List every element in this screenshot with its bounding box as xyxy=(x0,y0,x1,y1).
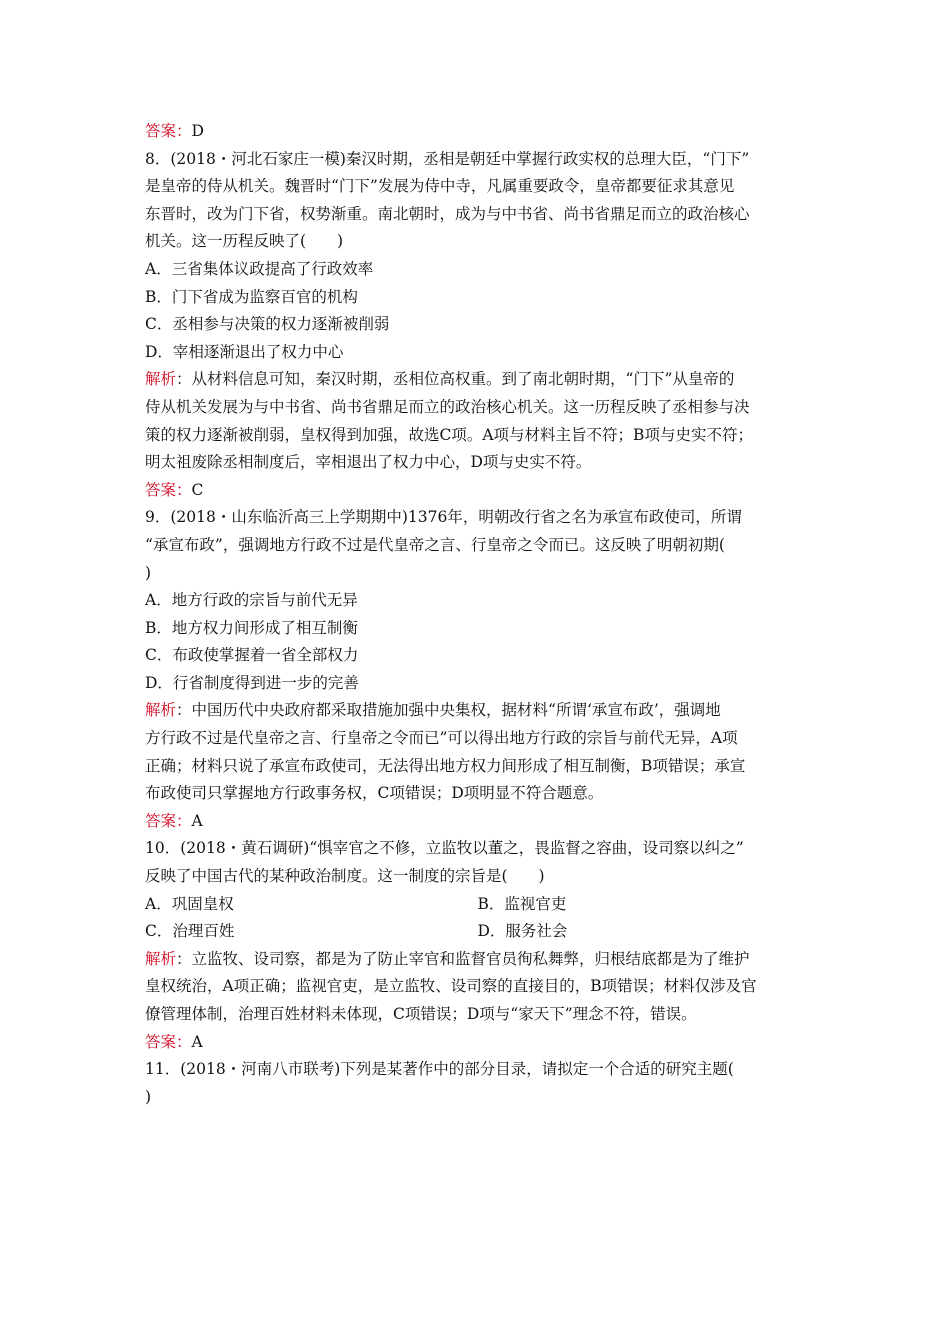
q9-option-b: B．地方权力间形成了相互制衡 xyxy=(145,618,358,637)
q10-option-c: C．治理百姓 xyxy=(145,922,235,941)
answer-value: D xyxy=(191,122,204,140)
q10-option-d: D．服务社会 xyxy=(477,922,568,941)
answer-value: C xyxy=(191,480,204,499)
q10-analysis-line: 皇权统治，A项正确；监视官吏，是立监牧、设司察的直接目的，B项错误；材料仅涉及官 xyxy=(145,977,757,996)
q10-option-a: A．巩固皇权 xyxy=(145,894,234,913)
q8-analysis-line: 侍从机关发展为与中书省、尚书省鼎足而立的政治核心机关。这一历程反映了丞相参与决 xyxy=(145,397,750,416)
answer-label: 答案： xyxy=(145,122,192,140)
q8-analysis-line: 明太祖废除丞相制度后，宰相退出了权力中心，D项与史实不符。 xyxy=(145,453,592,472)
question-11 xyxy=(145,1056,810,1111)
analysis-label: 解析 xyxy=(145,949,177,968)
analysis-text: ：从材料信息可知，秦汉时期，丞相位高权重。到了南北朝时期，“门下”从皇帝的 xyxy=(176,370,735,389)
analysis-label: 解析 xyxy=(145,701,177,720)
q9-option-c: C．布政使掌握着一省全部权力 xyxy=(145,646,359,665)
q8-stem-line: 机关。这一历程反映了( ) xyxy=(145,232,344,251)
q9-stem-line: 9．(2018・山东临沂高三上学期期中)1376年，明朝改行省之名为承宣布政使司，所谓 xyxy=(145,508,742,527)
answer-label: 答案： xyxy=(145,480,192,499)
q10-stem-line: 10．(2018・黄石调研)“惧宰官之不修，立监牧以董之，畏监督之容曲，设司察以纠之” xyxy=(145,839,744,858)
question-9 xyxy=(145,504,810,835)
q8-analysis-line: 策的权力逐渐被削弱，皇权得到加强，故选C项。A项与材料主旨不符；B项与史实不符； xyxy=(145,425,753,444)
q11-stem-line: ) xyxy=(145,1087,152,1106)
answer-label: 答案： xyxy=(145,1032,192,1051)
q11-stem-line: 11．(2018・河南八市联考)下列是某著作中的部分目录，请拟定一个合适的研究主题( xyxy=(145,1060,734,1079)
answer-value: A xyxy=(191,811,203,830)
q10-stem-line: 反映了中国古代的某种政治制度。这一制度的宗旨是( ) xyxy=(145,867,545,886)
q10-analysis-line xyxy=(145,946,810,974)
q9-option-d: D．行省制度得到进一步的完善 xyxy=(145,673,359,692)
q9-analysis-line: 方行政不过是代皇帝之言、行皇帝之令而已”可以得出地方行政的宗旨与前代无异，A项 xyxy=(145,729,738,748)
q8-option-a: A．三省集体议政提高了行政效率 xyxy=(145,259,374,278)
document-content xyxy=(145,118,810,1111)
q8-stem-line: 东晋时，改为门下省，权势渐重。南北朝时，成为与中书省、尚书省鼎足而立的政治核心 xyxy=(145,204,750,223)
q10-options-row xyxy=(145,891,810,919)
q8-option-d: D．宰相逐渐退出了权力中心 xyxy=(145,342,344,361)
q9-stem-line: ) xyxy=(145,563,152,582)
q9-answer xyxy=(145,808,810,836)
analysis-text: ：立监牧、设司察，都是为了防止宰官和监督官员徇私舞弊，归根结底都是为了维护 xyxy=(176,949,750,968)
q9-analysis-line xyxy=(145,697,810,725)
q10-answer xyxy=(145,1029,810,1057)
question-10 xyxy=(145,835,810,1056)
q9-analysis-line: 正确；材料只说了承宣布政使司，无法得出地方权力间形成了相互制衡，B项错误；承宣 xyxy=(145,756,746,775)
question-8 xyxy=(145,146,810,505)
q9-option-a: A．地方行政的宗旨与前代无异 xyxy=(145,591,358,610)
q8-analysis-line xyxy=(145,366,810,394)
q7-answer xyxy=(145,118,810,146)
q10-options-row xyxy=(145,918,810,946)
analysis-text: ：中国历代中央政府都采取措施加强中央集权，据材料“所谓‘承宣布政’，强调地 xyxy=(176,701,721,720)
analysis-label: 解析 xyxy=(145,370,177,389)
q8-stem-line: 8．(2018・河北石家庄一模)秦汉时期，丞相是朝廷中掌握行政实权的总理大臣，“门下” xyxy=(145,149,750,168)
answer-value: A xyxy=(191,1032,203,1051)
q8-option-b: B．门下省成为监察百官的机构 xyxy=(145,287,358,306)
q8-answer xyxy=(145,477,810,505)
q10-analysis-line: 僚管理体制，治理百姓材料未体现，C项错误；D项与“家天下”理念不符，错误。 xyxy=(145,1005,697,1023)
q9-analysis-line: 布政使司只掌握地方行政事务权，C项错误；D项明显不符合题意。 xyxy=(145,784,604,803)
q8-stem-line: 是皇帝的侍从机关。魏晋时“门下”发展为侍中寺，凡属重要政令，皇帝都要征求其意见 xyxy=(145,177,735,196)
q8-option-c: C．丞相参与决策的权力逐渐被削弱 xyxy=(145,315,390,334)
q10-option-b: B．监视官吏 xyxy=(477,894,567,913)
q9-stem-line: “承宣布政”，强调地方行政不过是代皇帝之言、行皇帝之令而已。这反映了明朝初期( xyxy=(145,535,725,554)
answer-label: 答案： xyxy=(145,811,192,830)
